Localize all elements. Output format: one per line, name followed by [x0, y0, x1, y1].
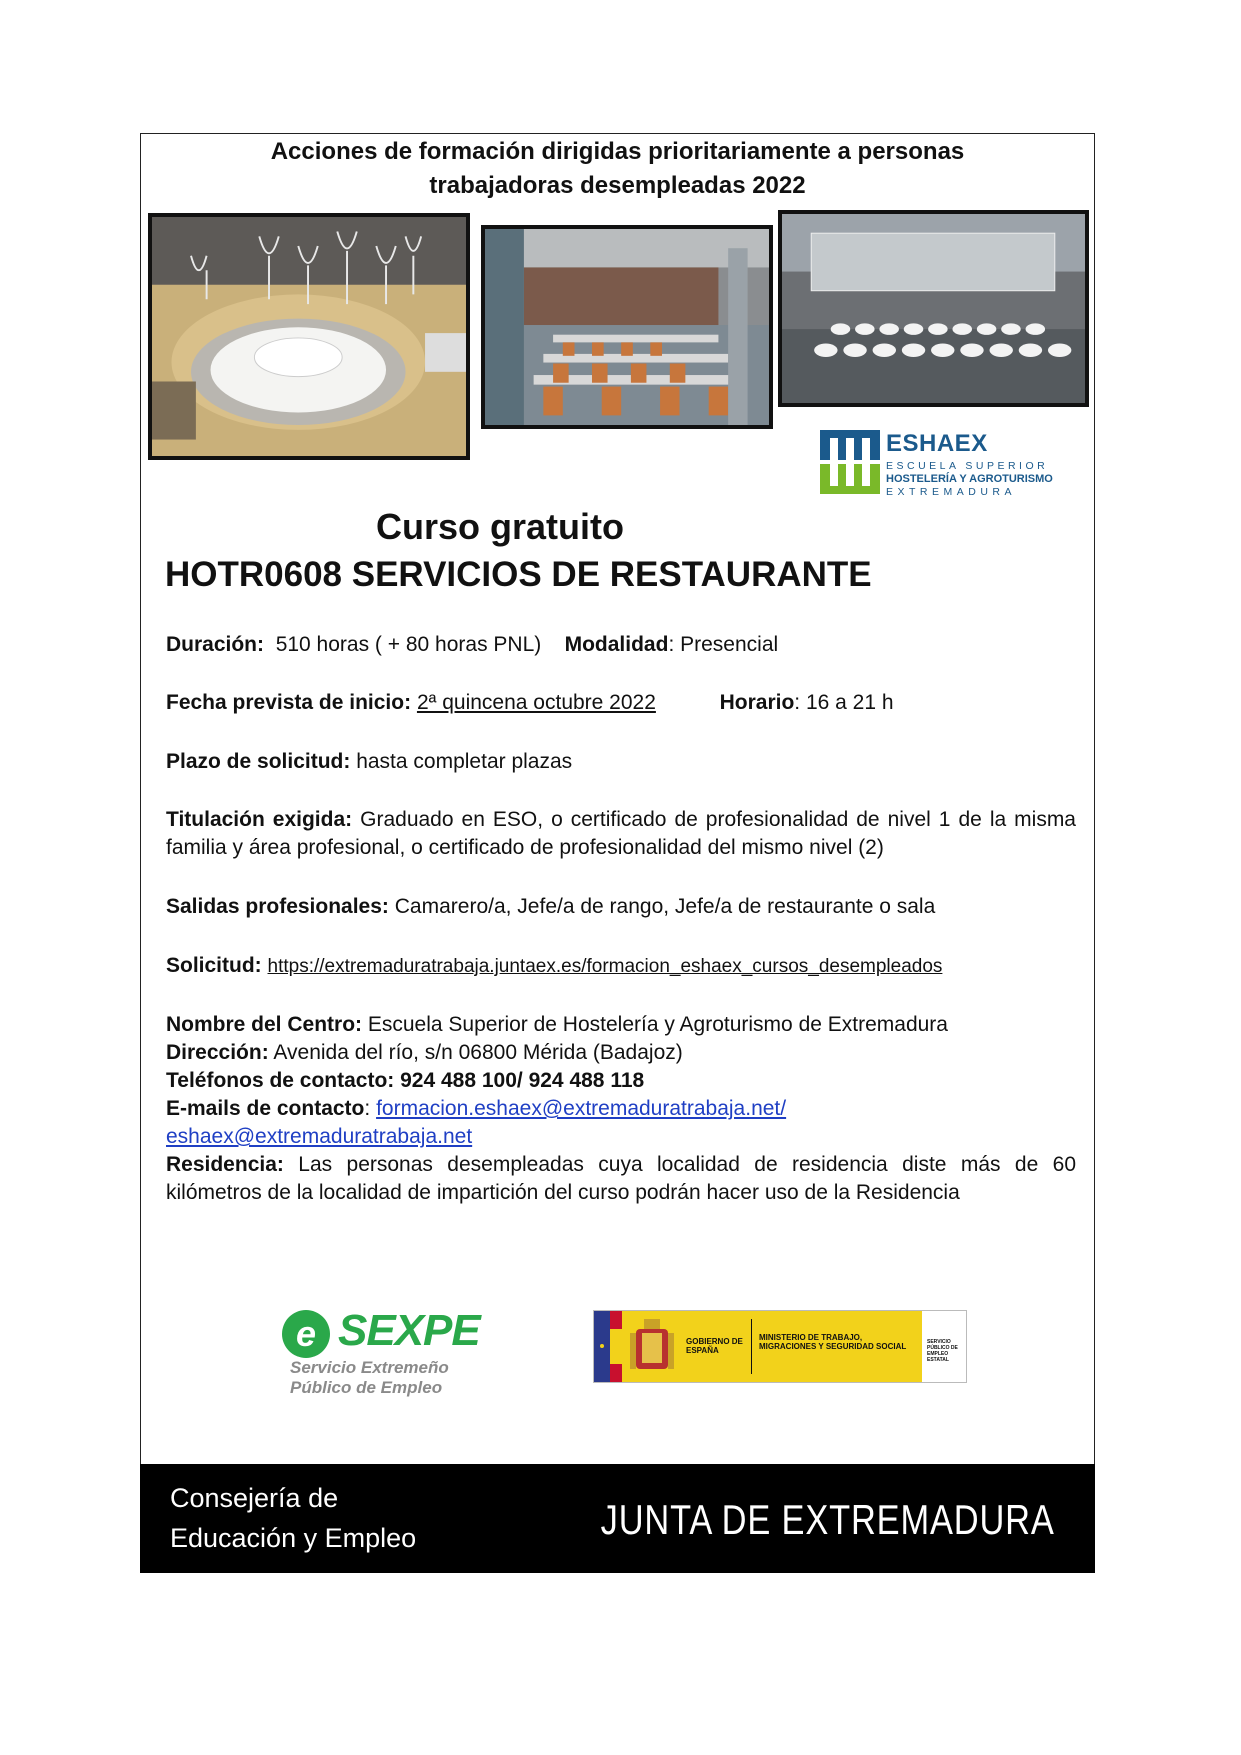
eshaex-logo: [820, 430, 1070, 498]
gobierno-text: GOBIERNO DE ESPAÑA: [686, 1337, 743, 1355]
titulacion-value: Graduado en ESO, o certificado de profesionalidad de nivel 1 de la misma familia y área profesional, o certificado de profesionalidad del mismo nivel (2): [166, 808, 1076, 859]
consejeria-line-2: Educación y Empleo: [170, 1523, 417, 1553]
sexpe-e-icon: [280, 1308, 332, 1360]
coat-of-arms-icon: [630, 1319, 674, 1375]
centro-value: Escuela Superior de Hostelería y Agroturismo de Extremadura: [367, 1013, 948, 1036]
salidas-label: Salidas profesionales:: [166, 895, 389, 918]
table-setting-photo: [148, 213, 470, 460]
emails-row: E-mails de contacto: formacion.eshaex@extremaduratrabaja.net/: [166, 1097, 787, 1120]
centro-row: [166, 1011, 1076, 1039]
residencia-value: Las personas desempleadas cuya localidad de residencia diste más de 60 kilómetros de la localidad de impartición del curso podrán hacer uso de la Residencia: [166, 1153, 1076, 1204]
eshaex-line-2: HOSTELERÍA Y AGROTURISMO: [886, 473, 1053, 485]
sepe-text: SERVICIO PÚBLICO DE EMPLEO ESTATAL: [927, 1339, 958, 1363]
plazo-value: hasta completar plazas: [356, 750, 573, 773]
email-row-2: [166, 1123, 1076, 1151]
solicitud-link[interactable]: https://extremaduratrabaja.juntaex.es/formacion_eshaex_cursos_desempleados: [267, 956, 943, 977]
centro-label: Nombre del Centro:: [166, 1013, 363, 1036]
ministerio-text: MINISTERIO DE TRABAJO, MIGRACIONES Y SEGURIDAD SOCIAL: [759, 1333, 907, 1351]
solicitud-row: [166, 952, 1076, 981]
footer-band: [140, 1464, 1095, 1573]
page-title: [140, 135, 1095, 203]
telefonos-label: Teléfonos de contacto: 924 488 100/ 924 488 118: [166, 1069, 645, 1092]
horario-label: Horario: [719, 691, 795, 714]
title-line-2: trabajadoras desempleadas 2022: [429, 172, 806, 199]
direccion-row: [166, 1039, 1076, 1067]
duracion-row: [166, 631, 1076, 659]
email-link-2[interactable]: eshaex@extremaduratrabaja.net: [166, 1125, 473, 1148]
direccion-value: Avenida del río, s/n 06800 Mérida (Badajoz): [273, 1041, 683, 1064]
consejeria: [170, 1478, 416, 1558]
junta-extremadura: JUNTA DE EXTREMADURA: [601, 1496, 1055, 1543]
titulacion-label: Titulación exigida:: [166, 808, 353, 831]
telefonos-row: [166, 1067, 1076, 1095]
eu-flag-icon: [594, 1311, 622, 1382]
sexpe-logo: [280, 1308, 480, 1400]
fecha-row: [166, 689, 1076, 717]
horario-value: : 16 a 21 h: [794, 691, 894, 714]
classroom-photo: [481, 225, 773, 429]
duracion-value: 510 horas ( + 80 horas PNL): [275, 633, 542, 656]
eshaex-name: ESHAEX: [886, 430, 988, 457]
solicitud-label: Solicitud:: [166, 954, 262, 977]
fecha-label: Fecha prevista de inicio:: [166, 691, 412, 714]
modalidad-value: : Presencial: [668, 633, 779, 656]
duracion-label: Duración:: [166, 633, 265, 656]
course-title: HOTR0608 SERVICIOS DE RESTAURANTE: [165, 555, 872, 594]
residencia-row: [166, 1151, 1076, 1207]
direccion-label: Dirección:: [166, 1041, 269, 1064]
gobierno-espana-logo: [593, 1310, 967, 1383]
plazo-label: Plazo de solicitud:: [166, 750, 351, 773]
eshaex-mark-icon: [820, 430, 880, 494]
consejeria-line-1: Consejería de: [170, 1483, 339, 1513]
emails-label: E-mails de contacto: [166, 1097, 365, 1120]
fecha-value: 2ª quincena octubre 2022: [416, 691, 656, 714]
sexpe-line-1: Servicio Extremeño: [290, 1358, 449, 1377]
sexpe-line-2: Público de Empleo: [290, 1378, 443, 1397]
contact-block: [166, 1011, 1076, 1207]
buffet-photo: [778, 210, 1089, 407]
svg-text:e: e: [295, 1313, 317, 1354]
title-line-1: Acciones de formación dirigidas prioritariamente a personas: [270, 138, 965, 165]
modalidad-label: Modalidad: [564, 633, 669, 656]
plazo-row: [166, 748, 1076, 776]
eshaex-line-1: ESCUELA SUPERIOR: [886, 460, 1049, 472]
titulacion-row: [166, 806, 1076, 862]
email-link-1[interactable]: formacion.eshaex@extremaduratrabaja.net/: [376, 1097, 787, 1120]
residencia-label: Residencia:: [166, 1153, 284, 1176]
salidas-value: Camarero/a, Jefe/a de rango, Jefe/a de restaurante o sala: [394, 895, 936, 918]
eshaex-line-3: EXTREMADURA: [886, 486, 1017, 498]
salidas-row: [166, 893, 1076, 921]
sexpe-name: SEXPE: [338, 1306, 480, 1355]
course-subtitle: Curso gratuito: [376, 506, 624, 547]
